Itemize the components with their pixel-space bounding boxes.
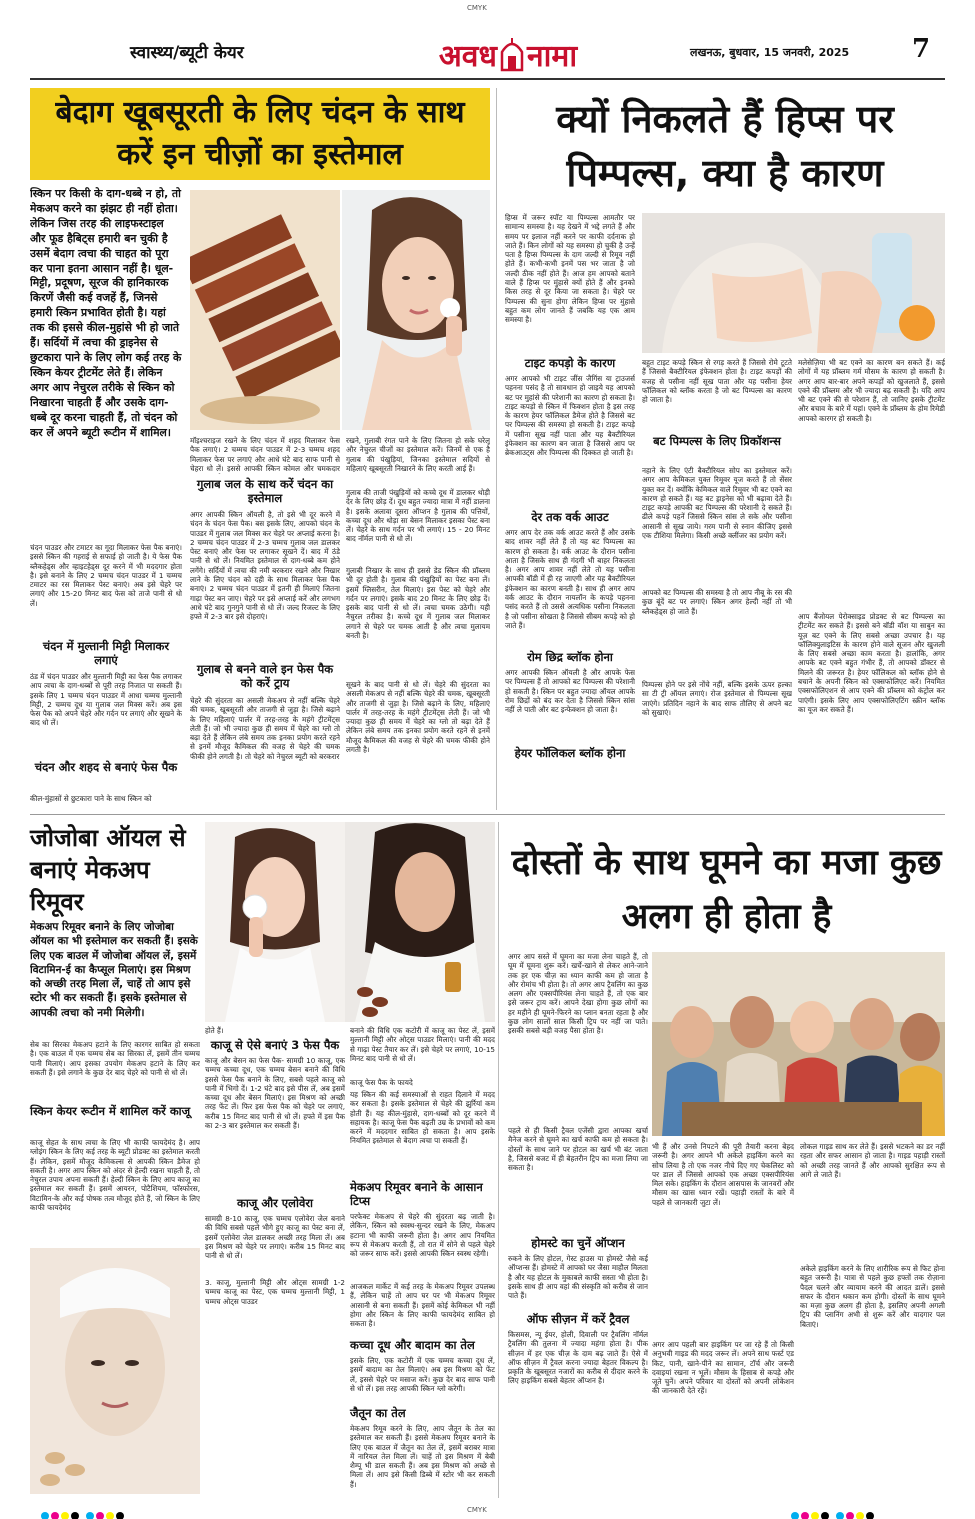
article3-col1-p2: काजू सेहत के साथ त्वचा के लिए भी काफी फायदेमंद है। आप ग्लोइंग स्किन के लिए कई तरह के ब्यूटी प्रोडक्ट का इस्तेमाल करती हैं। लेकिन, इसमें मौजूद केमिकल्स से आपकी स्किन डैमेज हो सकती है। अगर आप स्किन को अंदर से हेल्दी रखना चाहती हैं, तो नेचुरल उपाय अपना सकती हैं। हेल्दी स्किन के लिए आप काजू का इस्तेमाल कर सकती हैं। इसमें आयरन, पोटैशियम, फॉस्फोरस, विटामिन-के और कई पोषक तत्व मौजूद होते हैं, जो स्किन के लिए काफी फायदेमंद — [30, 1138, 200, 1213]
article3-col2-p3: 3. काजू, मुल्तानी मिट्टी और ओट्स सामग्री 1-2 चम्मच काजू का पेस्ट, एक चम्मच मुल्तानी मिट्टी, 1 चम्मच ओट्स पाउडर — [205, 1278, 345, 1306]
logo — [408, 32, 608, 76]
woman-with-jojoba-photo — [345, 822, 495, 1022]
article4-col2-p1: भी हैं और उनसे निपटने की पूरी तैयारी करना बेहद जरूरी है। अगर आपने भी अकेले हाइकिंग करने का सोच लिया है तो एक नजर नीचे दिए गए चेकलिस्ट को पर डाल लें जिससे आपको एक अच्छा एक्सपीरियंस मिल सके। हाइकिंग के दौरान आसपास के जानवरों और मौसम का खास ध्यान रखें। पहाड़ी रास्तों के बारे में पहले से जानकारी जुटा लें। — [652, 1142, 794, 1207]
article1-sub2: चंदन और शहद से बनाएं फेस पैक — [34, 760, 178, 774]
article2-col1-p4: अगर आपकी स्किन ऑयली है और आपके फेस पर पिम्पल्स हैं तो आपको बट पिम्पल्स की परेशानी हो सकती है। स्किन पर बहुत ज्यादा ऑयल आपके रोम छिद्रों को बंद कर देता है जिससे स्किन सांस नहीं ले पाती और बट इन्फेक्शन हो जाता है। — [505, 668, 635, 715]
section-label: स्वास्थ्य/ब्यूटी केयर — [130, 43, 244, 63]
article3-intro: मेकअप रिमूवर बनाने के लिए जोजोबा ऑयल का भी इस्तेमाल कर सकती हैं। इसके लिए एक बाउल में जोजोबा ऑयल लें, इसमें विटामिन-ई का कैप्सूल मिलाएं। इस मिश्रण को अच्छी तरह मिला लें, चाहें तो आप इसे स्टोर भी कर सकती हैं। इसके इस्तेमाल से आपकी त्वचा को नमी मिलेगी। — [30, 921, 198, 1019]
article4-col3-p2: अकेले हाइकिंग करने के लिए शारीरिक रूप से फिट होना बहुत जरूरी है। यात्रा से पहले कुछ हफ्तों तक रोज़ाना पैदल चलने और व्यायाम करने की आदत डालें। इससे सफर के दौरान थकान कम होगी। दोस्तों के साथ घूमने का मज़ा कुछ अलग ही होता है, इसलिए अपनी अगली ट्रिप की प्लानिंग अभी से शुरू करें और यादगार पल बिताएं। — [800, 1264, 945, 1329]
logo-dome-icon — [499, 36, 525, 72]
article2-col2-p1: बहुत टाइट कपड़े स्किन से रगड़ करते हैं जिससे रोमे टूटते हैं जिससे बैक्टीरियल इंफेक्शन होता है। टाइट कपड़ों की वजह से पसीना नहीं सूख पाता और यह पसीना हेयर फॉलिकल को ब्लॉक करता है जो बट पिम्पल्स का कारण हो जाता है। — [642, 358, 792, 405]
column-divider-vertical — [496, 88, 497, 810]
article3-col1-p1: सेब का सिरका मेकअप हटाने के लिए कारगर साबित हो सकता है। एक बाउल में एक चम्मच सेब का सिरका लें, इसमें तीन चम्मच पानी मिलाएं। आप इसका उपयोग मेकअप हटाने के लिए कर सकती हैं। इसे लगाने के कुछ देर बाद चेहरे को पानी से धो लें। — [30, 1040, 200, 1077]
article4-col1-p2: पहले से ही किसी ट्रैवल एजेंसी द्वारा आपका खर्चा मैनेज करने से घूमने का खर्च काफी कम हो सकता है। दोस्तों के साथ जाने पर होटल का खर्च भी बंट जाता है, जिससे बजट में ही बेहतरीन ट्रिप का मजा लिया जा सकता है। — [508, 1126, 648, 1173]
article2-col2-p2: नहाने के लिए एंटी बैक्टीरियल सोप का इस्तेमाल करें। अगर आप केमिकल युक्त रिमूवर यूज करते हैं तो सेंसर युक्त कर दें। क्योंकि केमिकल वाले रिमूवर भी बट एक्ने का कारण हो सकते हैं। यह बट ड्राइनेस को भी बढ़ावा देते हैं। टाइट कपड़े आपकी बट पिम्पल्स की परेशानी दे सकते हैं। ढीले कपड़े पहनें जिससे स्किन सांस ले सके और पसीना आसानी से सूख जाये। गरम पानी से स्नान कीजिए इससे एक टीशिया मिलेगा। किसी अच्छे क्लींजर का प्रयोग करें। — [642, 466, 792, 541]
article4-col1-p4: किसमस, न्यू ईयर, होली, दिवाली पर ट्रैवलिंग नॉर्मल ट्रैवलिंग की तुलना में ज्यादा महंगा होता है। पीक सीज़न में हर एक चीज़ के दाम बढ़ जाते हैं। ऐसे में ऑफ सीज़न में ट्रैवल करना ज्यादा बेहतर विकल्प है। प्रकृति के खूबसूरत नजारों का करीब से दीदार करने के लिए हाइकिंग सबसे बेहतर ऑप्शन है। — [508, 1330, 648, 1386]
article3-col3-p4: परफेक्ट मेकअप से चेहरे की सुंदरता बढ़ जाती है। लेकिन, स्किन को स्वस्थ-सुन्दर रखने के लिए, मेकअप हटाना भी काफी जरूरी होता है। अगर आप नियमित रूप से मेकअप करती हैं, तो रात में सोने से पहले चेहरे को जरूर साफ करें। इससे आपकी स्किन स्वस्थ रहेगी। — [350, 1212, 495, 1259]
article1-sub3: गुलाब जल के साथ करें चंदन का इस्तेमाल — [196, 477, 334, 505]
cashew-face-mask-photo — [30, 1248, 200, 1494]
registration-strip-left — [40, 1505, 125, 1519]
article3-col3-p2: काजू फेस पैक के फायदे — [350, 1078, 413, 1087]
article3-sub4: मेकअप रिमूवर बनाने के आसान टिप्स — [350, 1180, 483, 1208]
page-number: 7 — [912, 34, 931, 64]
article1-col1-p1: चंदन पाउडर और टमाटर का गूदा मिलाकर फेस पैक बनाएं। इससे स्किन की गहराई से सफाई हो जाती है। ये फेस पैक ब्लैकहेड्स और व्हाइटहेड्स दूर करने में भी मददगार होता है। इसे बनाने के लिए 2 चम्मच चंदन पाउडर में 1 चम्मच टमाटर का रस मिलाकर पेस्ट बनाएं। अब इसे चेहरे पर लगाएं और 15-20 मिनट बाद फेस को ताजे पानी से धो लें। — [30, 543, 182, 608]
article1-headline: बेदाग खूबसूरती के लिए चंदन के साथ करें इन चीज़ों का इस्तेमाल — [55, 95, 465, 172]
article2-col2-p3: आपको बट पिम्पल्स की समस्या है तो आप नीबू के रस की कुछ बूंदें बट पर लगाएं। स्किन अगर हेल्दी नहीं तो भी ब्लैकहेड्स हो जाते हैं। — [642, 588, 792, 616]
article1-col2-p1: मॉइश्चराइज रखने के लिए चंदन में शहद मिलाकर फेस पैक लगाएं। 2 चम्मच चंदन पाउडर में 2-3 चम्मच शहद मिलाकर फेस पर लगाएं और आधे घंटे बाद साफ पानी से चेहरा धो लें। इससे आपकी स्किन कोमल और चमकदार — [190, 436, 340, 473]
article2-sub4: हेयर फॉलिकल ब्लॉक होना — [514, 746, 626, 760]
registration-strip-right — [790, 1505, 875, 1519]
article1-col3-p1: रखने, गुलाबी रंगत पाने के लिए जितना हो सके घरेलू और नेचुरल चीजों का इस्तेमाल करें। जिनमें से एक है गुलाब की पंखुड़ियां, जिनका इस्तेमाल सदियों से महिलाएं खूबसूरती निखारने के लिए करती आई हैं। — [346, 436, 490, 473]
logo-text-left: अवध — [438, 38, 497, 74]
article4-col1-p1: अगर आप सस्ते में घूमना का मजा लेना चाहते हैं, तो घूम में घूमना शुरू करें। खर्चे-खाने से लेकर आने-जाने तक हर एक चीज़ का ध्यान काफी कम हो जाता है और रोमांच भी होता है। तो अगर आप ट्रैवलिंग का कुछ अलग और एक्सपीरियंस लेना चाहते हैं, तो एक बार इसे जरूर ट्राय करें। आपने देखा होगा कुछ लोगों का हर महीने ही घूमने-फिरने का प्लान बनता रहता है और कुछ लोग सालों साल किसी ट्रिप पर नहीं जा पाते। इसकी सबसे बड़ी वजह पैसा होता है। — [508, 952, 648, 1036]
article3-sub1: स्किन केयर रूटीन में शामिल करें काजू — [30, 1104, 191, 1118]
article3-headline: जोजोबा ऑयल से बनाएं मेकअप रिमूवर — [30, 824, 186, 916]
article1-sub1: चंदन में मुल्तानी मिट्टी मिलाकर लगाएं — [42, 639, 170, 667]
article2-col3-p1: मलेसेज़िया भी बट एक्ने का कारण बन सकते हैं। कई लोगों में यह प्रॉब्लम गर्म मौसम के कारण हो सकती है। अगर आप बार-बार अपने कपड़ों को खुजलाते हैं, इससे एक्ने की प्रॉब्लम और भी ज्यादा बढ़ सकती है। यदि आप भी बट एक्ने की से परेशान हैं, तो जानिए इसके ट्रीटमेंट और बचाव के बारे में यहां। एक्ने के प्रॉब्लम के होम रिमेडी आपको कारगर हो सकती है। — [798, 358, 945, 423]
article3-col3-p7: मेकअप रिमूव करने के लिए, आप जैतून के तेल का इस्तेमाल कर सकती हैं। इससे मेकअप रिमूवर बनाने के लिए एक बाउल में जैतून का तेल लें, इसमें बराबर मात्रा में नारियल तेल मिला लें। चाहें तो इस मिश्रण में बेबी शैम्पू भी डाल सकती हैं। अब इस मिश्रण को अच्छे से मिला लें। आप इसे किसी डिब्बे में स्टोर भी कर सकती हैं। — [350, 1424, 495, 1489]
article2-col3-p2: आप बैंजोयल पेरोक्साइड प्रोडक्ट से बट पिम्पल्स का ट्रीटमेंट कर सकते हैं। इससे बने बॉडी वॉश या साबुन का यूज़ बट एक्ने के लिए सबसे अच्छा उपचार है। यह फॉलिक्युलाइटिस के कारण होने वाले सूजन और खुजली के लिए सबसे अच्छा काम करता है। हालांकि, अगर आपके बट एक्ने बहुत गंभीर हैं, तो आपको डॉक्टर से मिलने की जरूरत है। हेयर फॉलिकल को ब्लॉक होने से बचाने के अपनी स्किन को एक्सफोलिएट करें। नियमित एक्सफोलिएशन से आप एक्ने की प्रॉब्लम को कंट्रोल कर पाएंगी। इसके लिए आप एक्सफोलिएटिंग स्क्रीन ब्लॉक का यूज कर सकते हैं। — [798, 612, 945, 714]
article3-sub6: जैतून का तेल — [350, 1406, 406, 1420]
article2-col1-p1: हिप्स में जरूर स्पॉट या पिम्पल्स आमतौर पर सामान्य समस्या है। यह देखने में भद्दे लगते हैं और समय पर इलाज नहीं करने पर काफी दर्दनाक हो जाते हैं। किन लोगों को यह समस्या हो चुकी है उन्हें पता है हिप्स पिम्पल्स के दाग जल्दी से रिमूव नहीं होते हैं। कभी-कभी इनमें पस भर जाता है जो जल्दी ठीक नहीं होते हैं। आज हम आपको बताने वाले हैं हिप्स पर मुंहासे क्यों होते हैं और इनको किस तरह से दूर किया जा सकता है। चेहरे पर पिम्पल्स की सुना होगा लेकिन हिप्स पर मुंहासे बहुत कम लोग जानते हैं जबकि यह एक आम समस्या है। — [505, 213, 635, 325]
logo-text-right: नामा — [526, 38, 578, 74]
article2-sub1: टाइट कपड़ो के कारण — [524, 356, 616, 370]
article3-col3-p1: बनाने की विधि एक कटोरी में काजू का पेस्ट लें, इसमें मुल्तानी मिट्टी और ओट्स पाउडर मिलाएं। पानी की मदद से गाढ़ा पेस्ट तैयार कर लें। इसे चेहरे पर लगाएं, 10-15 मिनट बाद पानी से धो लें। — [350, 1026, 495, 1063]
column-divider-bottom — [498, 822, 499, 1498]
bottom-registration-marks — [0, 1500, 975, 1519]
article2-headline: क्यों निकलते हैं हिप्स पर पिम्पल्स, क्या है कारण — [556, 97, 894, 195]
woman-applying-cream-photo — [342, 190, 490, 430]
article2-sub3: रोम छिद्र ब्लॉक होना — [527, 650, 613, 664]
article1-sub4: गुलाब से बनने वाले इन फेस पैक को करें ट्राय — [196, 662, 334, 690]
article2-col2-p4: पिम्पल्स होने पर इसे नोंचे नहीं, बल्कि इसके ऊपर हल्का सा टी ट्री ऑयल लगाएं। रोज इस्तेमाल से पिम्पल्स सूख जाएंगे। प्रतिदिन नहाने के बाद साफ तौलिए से अपने बट को सुखाएं। — [642, 680, 792, 717]
article2-sub2: देर तक वर्क आउट — [531, 510, 609, 524]
article1-col3-p3: गुलाबी निखार के साथ ही इससे डेड स्किन की प्रॉब्लम भी दूर होती है। गुलाब की पंखुड़ियों का पेस्ट बना लें। इसमें ग्लिसरीन, तेल मिलाएं। इस पेस्ट को चेहरे और गर्दन पर लगाएं। इसके बाद 20 मिनट के लिए छोड़ दें। इसके बाद पानी से धो लें। त्वचा चमक उठेगी। यही नैचुरल तरीका है। कच्चे दूध में गुलाब जल मिलाकर लगाने से चेहरे पर चमक आती है और त्वचा मुलायम बनती है। — [346, 566, 490, 641]
article1-col3-p4: सूखने के बाद पानी से धो लें। चेहरे की सुंदरता का असली मेकअप से नहीं बल्कि चेहरे की चमक, खूबसूरती और ताजगी से जुड़ा है। जिसे बढ़ाने के लिए, महिलाएं पार्लर में तरह-तरह के महंगे ट्रीटमेंट्स लेती हैं। जो भी ज्यादा कुछ ही समय में चेहरे का ग्लो तो बढ़ा देते हैं लेकिन लंबे समय तक इनका प्रयोग करते रहने से इनमें मौजूद कैमिकल की वजह से चेहरे की चमक फीकी होने लगती है। — [346, 680, 490, 755]
article2-col1-p3: अगर आप देर तक वर्क आउट करते हैं और उसके बाद शावर नहीं लेते हैं तो यह बट पिम्पल्स का कारण हो सकता है। वर्क आउट के दौरान पसीना आता है जिसके साथ ही गंदगी भी बाहर निकलता है। अगर आप शावर नहीं लेते तो यह पसीना आपकी बॉडी में ही रह जाएगी और यह बैक्टीरियल इंफेक्शन का कारण बनती है। साथ ही अगर आप वर्क आउट के दौरान नायलॉन के कपड़े पहनना पसंद करते हैं तो उससे अत्यधिक पसीना निकलता है जो पसीना सोखता है जिससे सीबम कपड़े को हो जाते हैं। — [505, 528, 635, 630]
article3-sub5: कच्चा दूध और बादाम का तेल — [350, 1338, 475, 1352]
article3-sub2: काजू से ऐसे बनाएं 3 फेस पैक — [210, 1038, 340, 1052]
dateline: लखनऊ, बुधवार, 15 जनवरी, 2025 — [690, 46, 850, 59]
article1-col1-p2: ठंड में चंदन पाउडर और मुल्तानी मिट्टी का फेस पैक लगाकर आप त्वचा के दाग-धब्बों से पूरी तरह निजात पा सकती हैं। इसके लिए 1 चम्मच चंदन पाउडर में आधा चम्मच मुल्तानी मिट्टी, 2 चम्मच दूध या गुलाब जल मिक्स करें। अब इस फेस पैक को अपने चेहरे और गर्दन पर लगाएं और सूखने के बाद धो लें। — [30, 672, 182, 728]
article4-sub2: ऑफ सीज़न में करें ट्रैवल — [526, 1312, 630, 1326]
article1-intro: स्किन पर किसी के दाग-धब्बे न हो, तो मेकअप करने का झंझट ही नहीं होता। लेकिन जिस तरह की लाइफस्टाइल और फूड हैबिट्स हमारी बन चुकी है उसमें बेदाग त्वचा की चाहत को पूरा कर पाना इतना आसान नहीं है। धूल-मिट्टी, प्रदूषण, सूरज की हानिकारक किरणें जैसी कई वजहें हैं, जिनसे हमारी स्किन प्रभावित होती है। यहां तक की इससे कील-मुहांसे भी हो जाते हैं। सर्दियों में त्वचा की ड्राइनेस से छुटकारा पाने के लिए लोग कई तरह के स्किन केयर ट्रीटमेंट लेते हैं। लेकिन अगर आप नेचुरल तरीके से स्किन को निखारना चाहती हैं और उसके दाग-धब्बे दूर करना चाहती हैं, तो चंदन को कर लें अपने ब्यूटी रूटीन में शामिल। — [30, 187, 182, 439]
article1-col1-p3: कील-मुंहासों से छुटकारा पाने के साथ स्किन को — [30, 794, 152, 803]
article3-col3-p3: यह स्किन की कई समस्याओं से राहत दिलाने में मदद कर सकता है। इसके इस्तेमाल से चेहरे की झुर्रियां कम होती हैं। यह कील-मुंहासे, दाग-धब्बों को दूर करने में सहायक है। काजू फेस पैक बढ़ती उम्र के प्रभावों को कम करने में मददगार साबित हो सकता है। आप इसके नियमित इस्तेमाल से बेदाग त्वचा पा सकती हैं। — [350, 1090, 495, 1146]
section-divider-horizontal — [30, 814, 945, 815]
cmyk-label-bottom: CMYK — [467, 1506, 487, 1514]
top-registration-marks — [0, 0, 975, 18]
article1-headline-box — [30, 88, 490, 180]
article1-col2-p2: अगर आपकी स्किन ऑयली है, तो इसे भी दूर करने में चंदन के चंदन फेस पैक। बस इसके लिए, आपको चंदन के पाउडर में गुलाब जल मिक्स कर चेहरे पर अप्लाई करना है। 2 चम्मच चंदन पाउडर में 2-3 चम्मच गुलाब जल डालकर पेस्ट बनाएं और फेस पर लगाकर सूखने दें। बाद में ठंडे पानी से धो लें। नियमित इस्तेमाल से दाग-धब्बे कम होने लगेंगे। सर्दियों में त्वचा की नमी बरकरार रखने और निखार लाने के लिए चंदन को दही के साथ मिलाकर फेस पैक बनाएं। 2 चम्मच चंदन पाउडर में इतनी ही मिलाएं जितना गाढ़ा पेस्ट बन जाए। चेहरे पर इसे अप्लाई करें और लगभग आधे घंटे बाद गुनगुने पानी से धो लें। जल्द रिजल्ट के लिए हफ्ते में 2-3 बार इसे दोहराएं। — [190, 510, 340, 622]
article4-sub1: होमस्टे का चुनें ऑप्शन — [531, 1236, 625, 1250]
article2-col1-p2: अगर आपको भी टाइट जींस जैगिंस या ट्राउजर्स पहनना पसंद है तो सावधान हो जाइये यह आपको बट पर मुहांसे की परेशानी का कारण हो सकता है। टाइट कपड़ो से स्किन में फिक्शन होता है इस तरह के कारण हेयर फॉलिकल डैमेज होते है जिससे बट पर पिम्पल्स की समस्या हो सकती है। टाइट कपड़े में पसीना सूख नहीं पाता और यह बैक्टीरियल इंफेक्शन का कारण बन जाता है जिससे आप पर ब्रेकआउट्स और पिम्पल्स की दिक्कत हो जाती है। — [505, 374, 635, 458]
article4-col3-p1: लोकल गाइड साथ कर लेते हैं। इससे भटकने का डर नहीं रहता और सफर आसान हो जाता है। गाइड पहाड़ी रास्तों को अच्छी तरह जानते हैं और आपको सुरक्षित रूप से आगे ले जाते हैं। — [800, 1142, 945, 1179]
article3-col3-p5: आजकल मार्केट में कई तरह के मेकअप रिमूवर उपलब्ध हैं, लेकिन चाहें तो आप घर पर भी मेकअप रिमूवर आसानी से बना सकती हैं। इसमें कोई केमिकल भी नहीं होगा और स्किन के लिए काफी फायदेमंद साबित हो सकता है। — [350, 1282, 495, 1329]
article4-headline: दोस्तों के साथ घूमने का मजा कुछ अलग ही होता है — [511, 843, 942, 937]
article3-col3-p6: इसके लिए, एक कटोरी में एक चम्मच कच्चा दूध लें, इसमें बादाम का तेल मिलाएं। अब इस मिश्रण को फेंट लें, इससे चेहरे पर मसाज करें। कुछ देर बाद साफ पानी से धो लें। इस तरह आपकी स्किन ग्लो करेगी। — [350, 1356, 495, 1393]
article3-col2-p0: होते हैं। — [205, 1026, 224, 1035]
sandalwood-photo — [190, 190, 340, 430]
article3-col2-p2: सामग्री 8-10 काजू, एक चम्मच एलोवेरा जेल बनाने की विधि सबसे पहले भीगे हुए काजू का पेस्ट बना लें, इसमें एलोवेरा जेल डालकर अच्छी तरह मिला लें। अब इस मिश्रण को चेहरे पर लगाएं। करीब 15 मिनट बाद पानी से धो लें। — [205, 1214, 345, 1261]
article1-col3-p2: गुलाब की ताजी पंखुड़ियों को कच्चे दूध में डालकर थोड़ी देर के लिए छोड़ दें। दूध बहुत ज्यादा मात्रा में नहीं डालना है। इसके अलावा दूसरा ऑप्शन है गुलाब की पत्तियों, कच्चा दूध और थोड़ा सा बेसन मिलाकर इसका पेस्ट बना लें। चेहरे के साथ गर्दन पर भी लगाएं। 15 - 20 मिनट बाद नॉर्मल पानी से धो लें। — [346, 488, 490, 544]
article4-col1-p3: रुकने के लिए होटल, गेस्ट हाउस या होमस्टे जैसे कई ऑप्शन्स हैं। होमस्टे में आपको घर जैसा माहौल मिलता है और यह होटल के मुकाबले काफी सस्ता भी होता है। इसके साथ ही आप वहां की संस्कृति को करीब से जान पाते हैं। — [508, 1254, 648, 1301]
makeup-remover-photo — [205, 822, 345, 1022]
masthead — [30, 28, 945, 80]
article4-col2-p2: अगर आप पहली बार हाइकिंग पर जा रहे हैं तो किसी अनुभवी गाइड की मदद जरूर लें। अपने साथ फर्स्ट एड किट, पानी, खाने-पीने का सामान, टॉर्च और जरूरी दवाइयां रखना न भूलें। मौसम के हिसाब से कपड़े और जूते चुनें। अपने परिवार या दोस्तों को अपनी लोकेशन की जानकारी देते रहें। — [652, 1340, 794, 1396]
article3-col2-p1: काजू और बेसन का फेस पैक- सामग्री 10 काजू, एक चम्मच कच्चा दूध, एक चम्मच बेसन बनाने की विधि इससे फेस पैक बनाने के लिए, सबसे पहले काजू को पानी में भिगो दें। 1-2 घंटे बाद इसे पीस लें, अब इसमें कच्चा दूध और बेसन मिलाएं। इस मिश्रण को अच्छी तरह फेंट लें। फिर इस फेस पैक को चेहरे पर लगाएं, करीब 15 मिनट बाद पानी से धो लें। हफ्ते में इस पैक का 2-3 बार इस्तेमाल कर सकती हैं। — [205, 1056, 345, 1131]
hips-pimple-photo — [642, 213, 945, 353]
friends-group-photo — [652, 952, 945, 1136]
article2-sub5: बट पिम्पल्स के लिए प्रिकॉशन्स — [653, 434, 781, 448]
article3-sub3: काजू और एलोवेरा — [236, 1196, 314, 1210]
cmyk-label-top: CMYK — [467, 4, 487, 12]
article1-col2-p3: चेहरे की सुंदरता का असली मेकअप से नहीं बल्कि चेहरे की चमक, खूबसूरती और ताजगी से जुड़ा है। जिसे बढ़ाने के लिए महिलाएं पार्लर में तरह-तरह के महंगे ट्रीटमेंट्स लेती हैं। जो भी ज्यादा कुछ ही समय में चेहरे का ग्लो तो बढ़ा देते हैं लेकिन लंबे समय तक इनका प्रयोग करते रहने से इनमें मौजूद कैमिकल की वजह से चेहरे की चमक फीकी होने लगती है। तो चेहरे को नेचुरल ब्यूटी को बरकरार — [190, 696, 340, 761]
